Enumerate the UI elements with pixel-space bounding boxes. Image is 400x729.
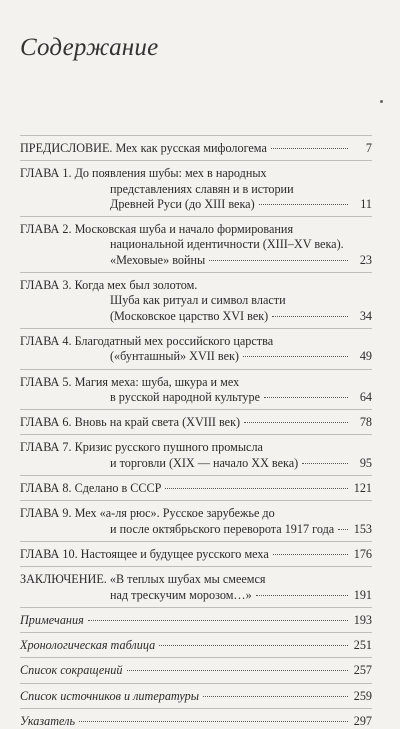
toc-entry-text: Шуба как ритуал и символ власти bbox=[110, 293, 286, 308]
dot-leader bbox=[79, 721, 348, 722]
toc-entry-text: ПРЕДИСЛОВИЕ. Мех как русская мифологема bbox=[20, 141, 267, 155]
toc-entry[interactable] bbox=[20, 141, 372, 156]
toc-entry-text: и торговли (XIX — начало XX века) bbox=[110, 455, 299, 470]
toc-entry[interactable] bbox=[20, 278, 372, 324]
toc-entry-text: Список сокращений bbox=[20, 663, 123, 678]
toc-entry-text: ГЛАВА 8. Сделано в СССР bbox=[20, 481, 162, 496]
entry-separator bbox=[20, 272, 372, 273]
toc-entry-text: ГЛАВА 7. Кризис русского пушного промысла bbox=[20, 440, 263, 455]
dot-leader bbox=[203, 696, 348, 697]
toc-entry-text: Хронологическая таблица bbox=[20, 638, 156, 653]
toc-entry-text: Древней Руси (до XIII века) bbox=[110, 196, 255, 211]
page-number: 153 bbox=[353, 521, 372, 536]
entry-separator bbox=[20, 135, 372, 136]
page-number: 257 bbox=[353, 663, 372, 678]
toc-entry-text: ГЛАВА 3. Когда мех был золотом. bbox=[20, 278, 198, 293]
entry-separator bbox=[20, 409, 372, 410]
entry-separator bbox=[20, 607, 372, 608]
toc-entry[interactable] bbox=[20, 613, 372, 628]
toc-entry-text: ГЛАВА 4. Благодатный мех российского царства bbox=[20, 333, 274, 348]
page-number: 191 bbox=[353, 587, 372, 602]
toc-entry-text: ГЛАВА 2. Московская шуба и начало формирования bbox=[20, 222, 294, 237]
entry-separator bbox=[20, 500, 372, 501]
page-number: 176 bbox=[353, 546, 372, 561]
toc-entry-text: Примечания bbox=[20, 612, 84, 627]
toc-entry-text: ГЛАВА 10. Настоящее и будущее русского меха bbox=[20, 546, 269, 561]
entry-separator bbox=[20, 434, 372, 435]
entry-separator bbox=[20, 369, 372, 370]
toc-entry-text: над трескучим морозом…» bbox=[110, 587, 252, 602]
toc-entry-text: в русской народной культуре bbox=[110, 389, 261, 404]
page-number: 7 bbox=[365, 141, 372, 155]
toc-entry-text: ГЛАВА 9. Мех «а-ля рюс». Русское зарубежье до bbox=[20, 506, 275, 521]
toc-entry[interactable] bbox=[20, 714, 372, 729]
dot-leader bbox=[243, 356, 348, 357]
dot-leader bbox=[165, 488, 348, 489]
dot-leader bbox=[271, 148, 348, 149]
toc-entry-text: «Меховые» войны bbox=[110, 252, 206, 267]
page-number: 64 bbox=[359, 389, 372, 404]
entry-separator bbox=[20, 475, 372, 476]
page-number: 121 bbox=[353, 481, 372, 496]
toc-entry-text: ГЛАВА 6. Вновь на край света (XVIII век) bbox=[20, 415, 241, 430]
toc-entry[interactable] bbox=[20, 222, 372, 268]
toc-entry-text: Список источников и литературы bbox=[20, 688, 200, 703]
dot-leader bbox=[209, 260, 348, 261]
page-number: 251 bbox=[353, 638, 372, 653]
toc-entry-text: ГЛАВА 5. Магия меха: шуба, шкура и мех bbox=[20, 374, 240, 389]
toc-entry[interactable] bbox=[20, 334, 372, 365]
page-number: 297 bbox=[353, 714, 372, 729]
toc-entry[interactable] bbox=[20, 689, 372, 704]
toc-entry[interactable] bbox=[20, 638, 372, 653]
page-title: Содержание bbox=[20, 34, 159, 61]
page-number: 193 bbox=[353, 612, 372, 627]
dot-leader bbox=[244, 422, 348, 423]
dot-leader bbox=[272, 316, 348, 317]
page-number: 95 bbox=[359, 455, 372, 470]
toc-entry-text: Указатель bbox=[20, 714, 76, 729]
dot-leader bbox=[159, 645, 348, 646]
toc-entry-text: («бунташный» XVII век) bbox=[110, 349, 239, 364]
page-number: 11 bbox=[360, 196, 372, 211]
toc-entry[interactable] bbox=[20, 663, 372, 678]
toc-entry[interactable] bbox=[20, 481, 372, 496]
toc-entry-text: (Московское царство XVI век) bbox=[110, 308, 269, 323]
dot-leader bbox=[88, 620, 348, 621]
entry-separator bbox=[20, 160, 372, 161]
toc-entry[interactable] bbox=[20, 572, 372, 603]
toc-entry[interactable] bbox=[20, 506, 372, 537]
toc-entry[interactable] bbox=[20, 375, 372, 406]
dot-leader bbox=[273, 554, 348, 555]
entry-separator bbox=[20, 216, 372, 217]
page-number: 259 bbox=[353, 688, 372, 703]
toc-entry[interactable] bbox=[20, 440, 372, 471]
entry-separator bbox=[20, 566, 372, 567]
page-number: 23 bbox=[359, 252, 372, 267]
dot-leader bbox=[127, 670, 349, 671]
toc-entry-text: и после октябрьского переворота 1917 года bbox=[110, 521, 335, 536]
toc-entry[interactable] bbox=[20, 415, 372, 430]
dot-leader bbox=[259, 204, 348, 205]
entry-separator bbox=[20, 683, 372, 684]
toc-entry-text: ЗАКЛЮЧЕНИЕ. «В теплых шубах мы смеемся bbox=[20, 572, 266, 587]
decorative-dot bbox=[380, 100, 383, 103]
toc-entry-text: национальной идентичности (XIII–XV века). bbox=[110, 237, 344, 252]
entry-separator bbox=[20, 541, 372, 542]
entry-separator bbox=[20, 708, 372, 709]
entry-separator bbox=[20, 328, 372, 329]
table-of-contents bbox=[20, 131, 372, 729]
page-number: 78 bbox=[359, 415, 372, 430]
toc-entry[interactable] bbox=[20, 166, 372, 212]
dot-leader bbox=[302, 463, 348, 464]
page-number: 34 bbox=[359, 308, 372, 323]
dot-leader bbox=[264, 397, 348, 398]
entry-separator bbox=[20, 632, 372, 633]
entry-separator bbox=[20, 657, 372, 658]
toc-entry-text: представлениях славян и в истории bbox=[110, 181, 294, 196]
dot-leader bbox=[256, 595, 348, 596]
toc-entry[interactable] bbox=[20, 547, 372, 562]
dot-leader bbox=[338, 529, 348, 530]
page-number: 49 bbox=[359, 349, 372, 364]
toc-entry-text: ГЛАВА 1. До появления шубы: мех в народных bbox=[20, 166, 267, 181]
